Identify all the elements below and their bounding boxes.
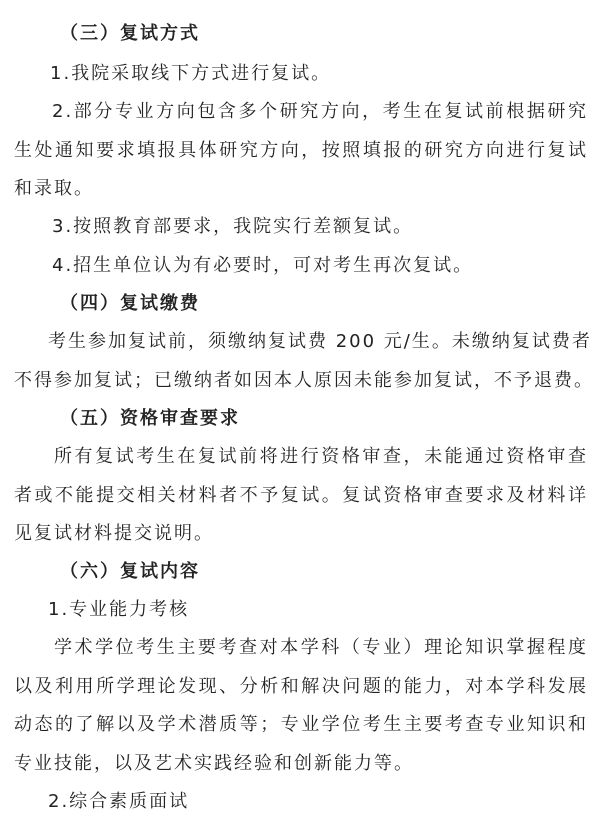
paragraph-line: 见复试材料提交说明。	[14, 523, 214, 544]
section-heading-5: （五）资格审查要求	[60, 408, 240, 429]
paragraph-line: 考生参加复试前，须缴纳复试费 200 元/生。未缴纳复试费者	[48, 331, 592, 352]
paragraph-line: 学术学位考生主要考查对本学科（专业）理论知识掌握程度	[54, 637, 588, 658]
paragraph-line: 和录取。	[14, 178, 94, 199]
paragraph-line: 1.我院采取线下方式进行复试。	[50, 63, 332, 84]
paragraph-line: 生处通知要求填报具体研究方向，按照填报的研究方向进行复试	[14, 140, 588, 161]
paragraph-line: 者或不能提交相关材料者不予复试。复试资格审查要求及材料详	[14, 485, 588, 506]
paragraph-line: 所有复试考生在复试前将进行资格审查，未能通过资格审查	[54, 446, 588, 467]
paragraph-line: 动态的了解以及学术潜质等；专业学位考生主要考查专业知识和	[14, 714, 588, 735]
section-heading-6: （六）复试内容	[60, 561, 200, 582]
section-heading-4: （四）复试缴费	[60, 293, 200, 314]
paragraph-line: 专业技能，以及艺术实践经验和创新能力等。	[14, 753, 414, 774]
paragraph-line: 2.部分专业方向包含多个研究方向，考生在复试前根据研究	[52, 101, 588, 122]
paragraph-line: 以及利用所学理论发现、分析和解决问题的能力，对本学科发展	[14, 676, 588, 697]
subsection-heading: 1.专业能力考核	[48, 599, 190, 620]
paragraph-line: 3.按照教育部要求，我院实行差额复试。	[52, 216, 414, 237]
subsection-heading: 2.综合素质面试	[48, 791, 190, 812]
section-heading-3: （三）复试方式	[60, 23, 200, 44]
paragraph-line: 4.招生单位认为有必要时，可对考生再次复试。	[52, 255, 474, 276]
paragraph-line: 不得参加复试；已缴纳者如因本人原因未能参加复试，不予退费。	[14, 370, 594, 391]
